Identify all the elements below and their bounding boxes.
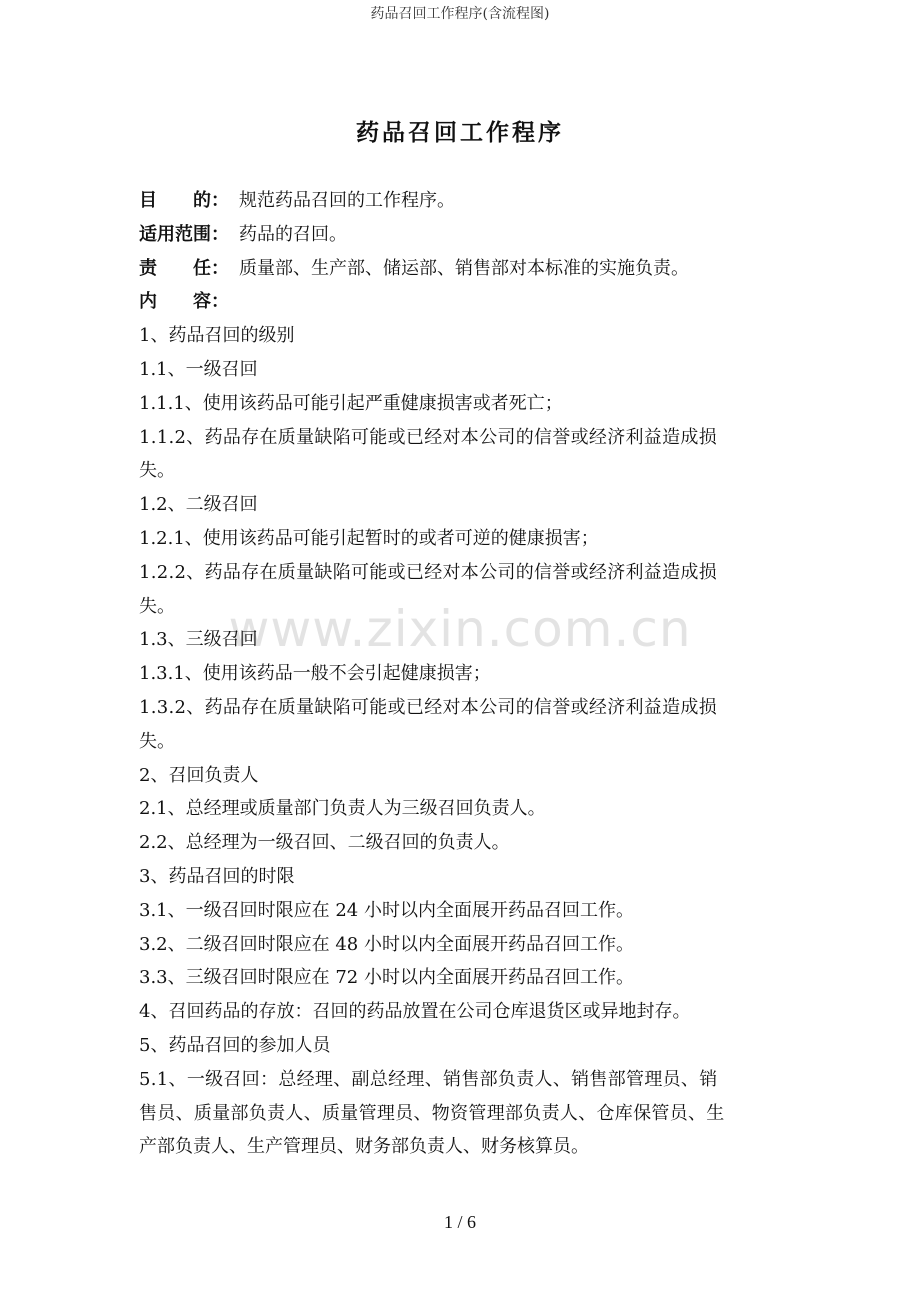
field-label: 适用范围：	[139, 223, 229, 245]
body-line: 3.1、一级召回时限应在 24 小时以内全面展开药品召回工作。	[139, 899, 634, 921]
field-label: 内 容：	[139, 291, 229, 313]
document-title: 药品召回工作程序	[356, 120, 564, 146]
body-line: 3.3、三级召回时限应在 72 小时以内全面展开药品召回工作。	[139, 967, 634, 989]
body-line: 1.1.1、使用该药品可能引起严重健康损害或者死亡；	[139, 392, 563, 414]
section-heading: 2、召回负责人	[139, 764, 259, 786]
section-heading: 3、药品召回的时限	[139, 865, 295, 887]
section-heading: 4、召回药品的存放：召回的药品放置在公司仓库退货区或异地封存。	[139, 1001, 691, 1023]
page-number: 1 / 6	[443, 1212, 476, 1232]
field-responsibility	[139, 252, 785, 286]
body-line: 1.2.2、药品存在质量缺陷可能或已经对本公司的信誉或经济利益造成损	[139, 561, 717, 583]
field-label: 目 的：	[139, 190, 229, 211]
section-heading: 1、药品召回的级别	[139, 325, 295, 347]
body-line: 5.1、一级召回：总经理、副总经理、销售部负责人、销售部管理员、销	[139, 1068, 718, 1090]
body-line: 2.2、总经理为一级召回、二级召回的负责人。	[139, 832, 510, 854]
body-line: 1.3.2、药品存在质量缺陷可能或已经对本公司的信誉或经济利益造成损	[139, 696, 717, 718]
body-line: 失。	[139, 595, 175, 617]
field-value: 规范药品召回的工作程序。	[239, 190, 455, 211]
subsection-heading: 1.1、一级召回	[139, 358, 258, 380]
field-value: 药品的召回。	[239, 223, 347, 245]
body-line: 失。	[139, 460, 175, 482]
body-line: 产部负责人、生产管理员、财务部负责人、财务核算员。	[139, 1136, 589, 1158]
field-purpose	[139, 184, 785, 218]
body-line: 3.2、二级召回时限应在 48 小时以内全面展开药品召回工作。	[139, 933, 634, 955]
subsection-heading: 1.3、三级召回	[139, 629, 258, 651]
body-line: 1.1.2、药品存在质量缺陷可能或已经对本公司的信誉或经济利益造成损	[139, 426, 717, 448]
document-body	[139, 184, 785, 1164]
subsection-heading: 1.2、二级召回	[139, 494, 258, 516]
body-line: 失。	[139, 730, 175, 752]
body-line: 1.3.1、使用该药品一般不会引起健康损害；	[139, 663, 491, 685]
body-line: 2.1、总经理或质量部门负责人为三级召回负责人。	[139, 798, 546, 820]
field-scope	[139, 218, 785, 252]
body-line: 1.2.1、使用该药品可能引起暂时的或者可逆的健康损害；	[139, 527, 599, 549]
section-heading: 5、药品召回的参加人员	[139, 1034, 331, 1056]
watermark: www.zixin.com.cn	[228, 600, 692, 658]
body-line: 售员、质量部负责人、质量管理员、物资管理部负责人、仓库保管员、生	[139, 1102, 725, 1124]
field-value: 质量部、生产部、储运部、销售部对本标准的实施负责。	[239, 257, 689, 279]
field-content	[139, 285, 785, 319]
running-header: 药品召回工作程序(含流程图)	[370, 6, 550, 22]
field-label: 责 任：	[139, 257, 229, 279]
